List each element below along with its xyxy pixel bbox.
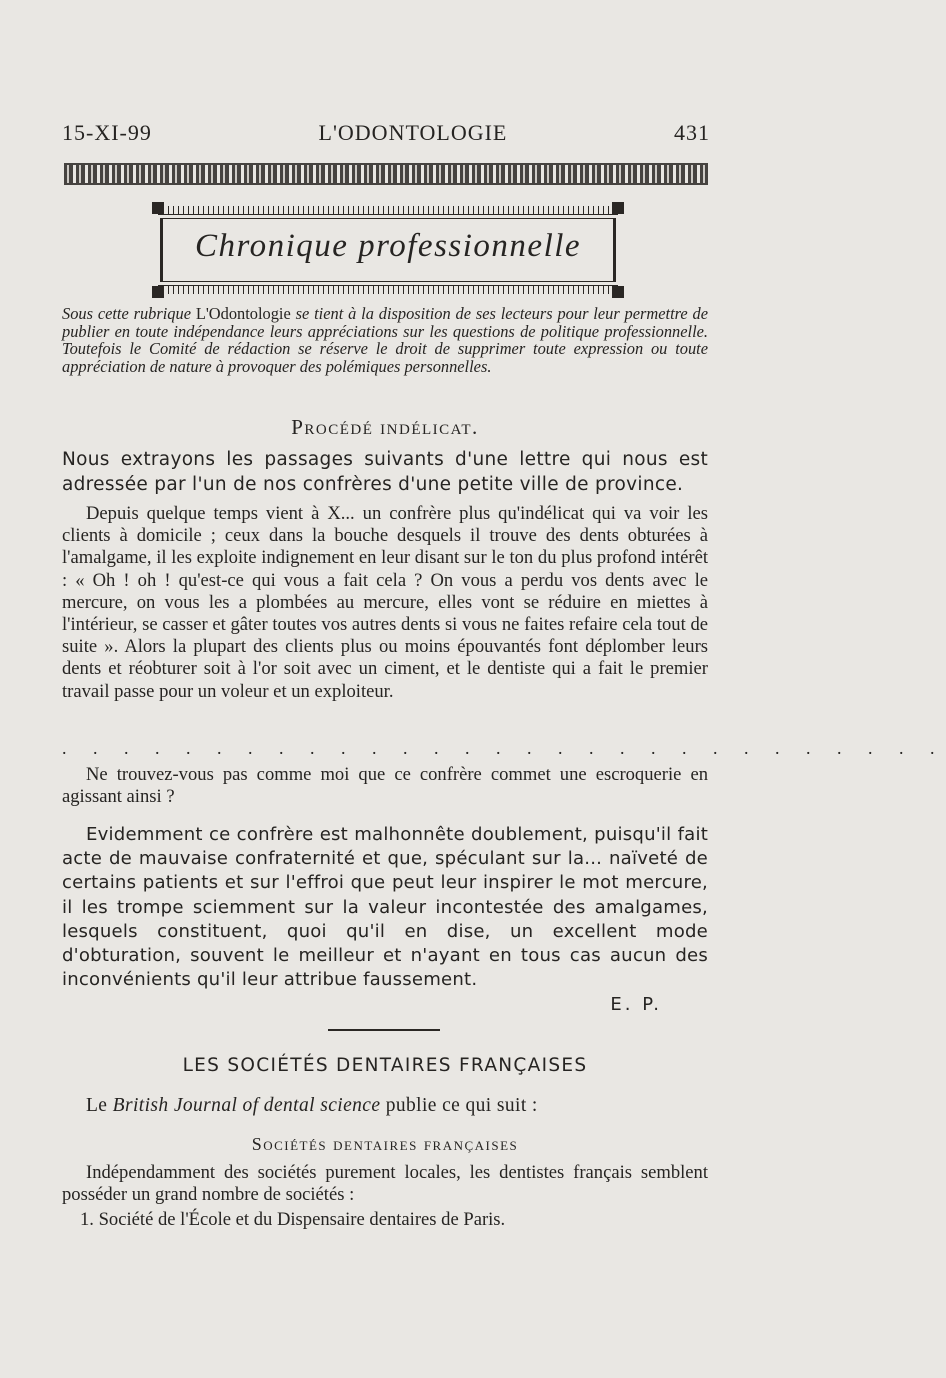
journal-name: L'ODONTOLOGIE bbox=[318, 120, 508, 145]
intro-journal-name: L'Odontologie bbox=[195, 304, 291, 323]
section-title-frame bbox=[150, 202, 626, 298]
letter-question: Ne trouvez-vous pas comme moi que ce confrère commet une escroquerie en agissant ainsi ? bbox=[62, 764, 708, 808]
ellipsis-line: . . . . . . . . . . . . . . . . . . . . . . . . . . . . . bbox=[62, 738, 946, 758]
article2-intro bbox=[86, 1095, 706, 1117]
page-number: 431 bbox=[674, 120, 710, 145]
running-head bbox=[62, 120, 710, 146]
rubric-intro bbox=[62, 305, 708, 375]
article2-intro-after: publie ce qui suit : bbox=[385, 1095, 538, 1116]
signature: E. P. bbox=[610, 994, 662, 1015]
article2-subheading: Sociétés dentaires françaises bbox=[251, 1134, 519, 1154]
frame-wave-top bbox=[158, 206, 618, 215]
intro-part2: se tient à la disposition de ses lecteurs pour leur permettre de publier en toute indépendance leurs appréciations sur les questions de politique professionnelle. Toutefois le Comité de rédaction se réserve le droit de supprimer toute expression ou toute appréciation de nature à provoquer des polémiques personnelles. bbox=[62, 304, 708, 376]
article2-heading: LES SOCIÉTÉS DENTAIRES FRANÇAISES bbox=[182, 1055, 588, 1076]
decorative-ornament-band bbox=[64, 163, 708, 185]
list-item: 1. Société de l'École et du Dispensaire dentaires de Paris. bbox=[80, 1209, 506, 1230]
frame-wave-bottom bbox=[158, 285, 618, 294]
article2-paragraph: Indépendamment des sociétés purement locales, les dentistes français semblent posséder un grand nombre de sociétés : bbox=[62, 1162, 708, 1206]
article-lead: Nous extrayons les passages suivants d'une lettre qui nous est adressée par l'un de nos confrères d'une petite ville de province. bbox=[62, 449, 708, 495]
article-heading: Procédé indélicat. bbox=[291, 415, 479, 439]
intro-part1: Sous cette rubrique bbox=[62, 304, 191, 323]
cited-journal-title: British Journal of dental science bbox=[112, 1095, 381, 1116]
issue-date: 15-XI-99 bbox=[62, 120, 152, 145]
article2-intro-before: Le bbox=[86, 1095, 108, 1116]
section-divider bbox=[328, 1029, 440, 1031]
letter-quote: Depuis quelque temps vient à X... un confrère plus qu'indélicat qui va voir les clients à domicile ; ceux dans la bouche desquels il trouve des dents obturées à l'amalgame, il les exploite indignement en leur disant sur le ton du plus profond intérêt : « Oh ! oh ! qu'est-ce qui vous a fait cela ? On vous a perdu vos dents avec le mercure, on vous les a plombées au mercure, elles vont se réduire en miettes à l'intérieur, se casser et gâter toutes vos autres dents si vous ne faites refaire cela tout de suite ». Alors la plupart des clients plus ou moins épouvantés font déplomber leurs dents et réobturer soit à l'or soit avec un ciment, et le dentiste qui a fait le premier travail passe pour un voleur et un exploiteur. bbox=[62, 503, 708, 702]
editorial-comment: Evidemment ce confrère est malhonnête doublement, puisqu'il fait acte de mauvaise confraternité et que, spéculant sur la... naïveté de certains patients et sur l'effroi que peut leur inspirer le mot mercure, il les trompe sciemment sur la valeur incontestée des amalgames, lesquels constituent, quoi qu'il en dise, un excellent mode d'obturation, souvent le meilleur et n'ayant en tous cas aucun des inconvénients qu'il leur attribue faussement. bbox=[62, 824, 708, 991]
section-title: Chronique professionnelle bbox=[194, 228, 582, 264]
